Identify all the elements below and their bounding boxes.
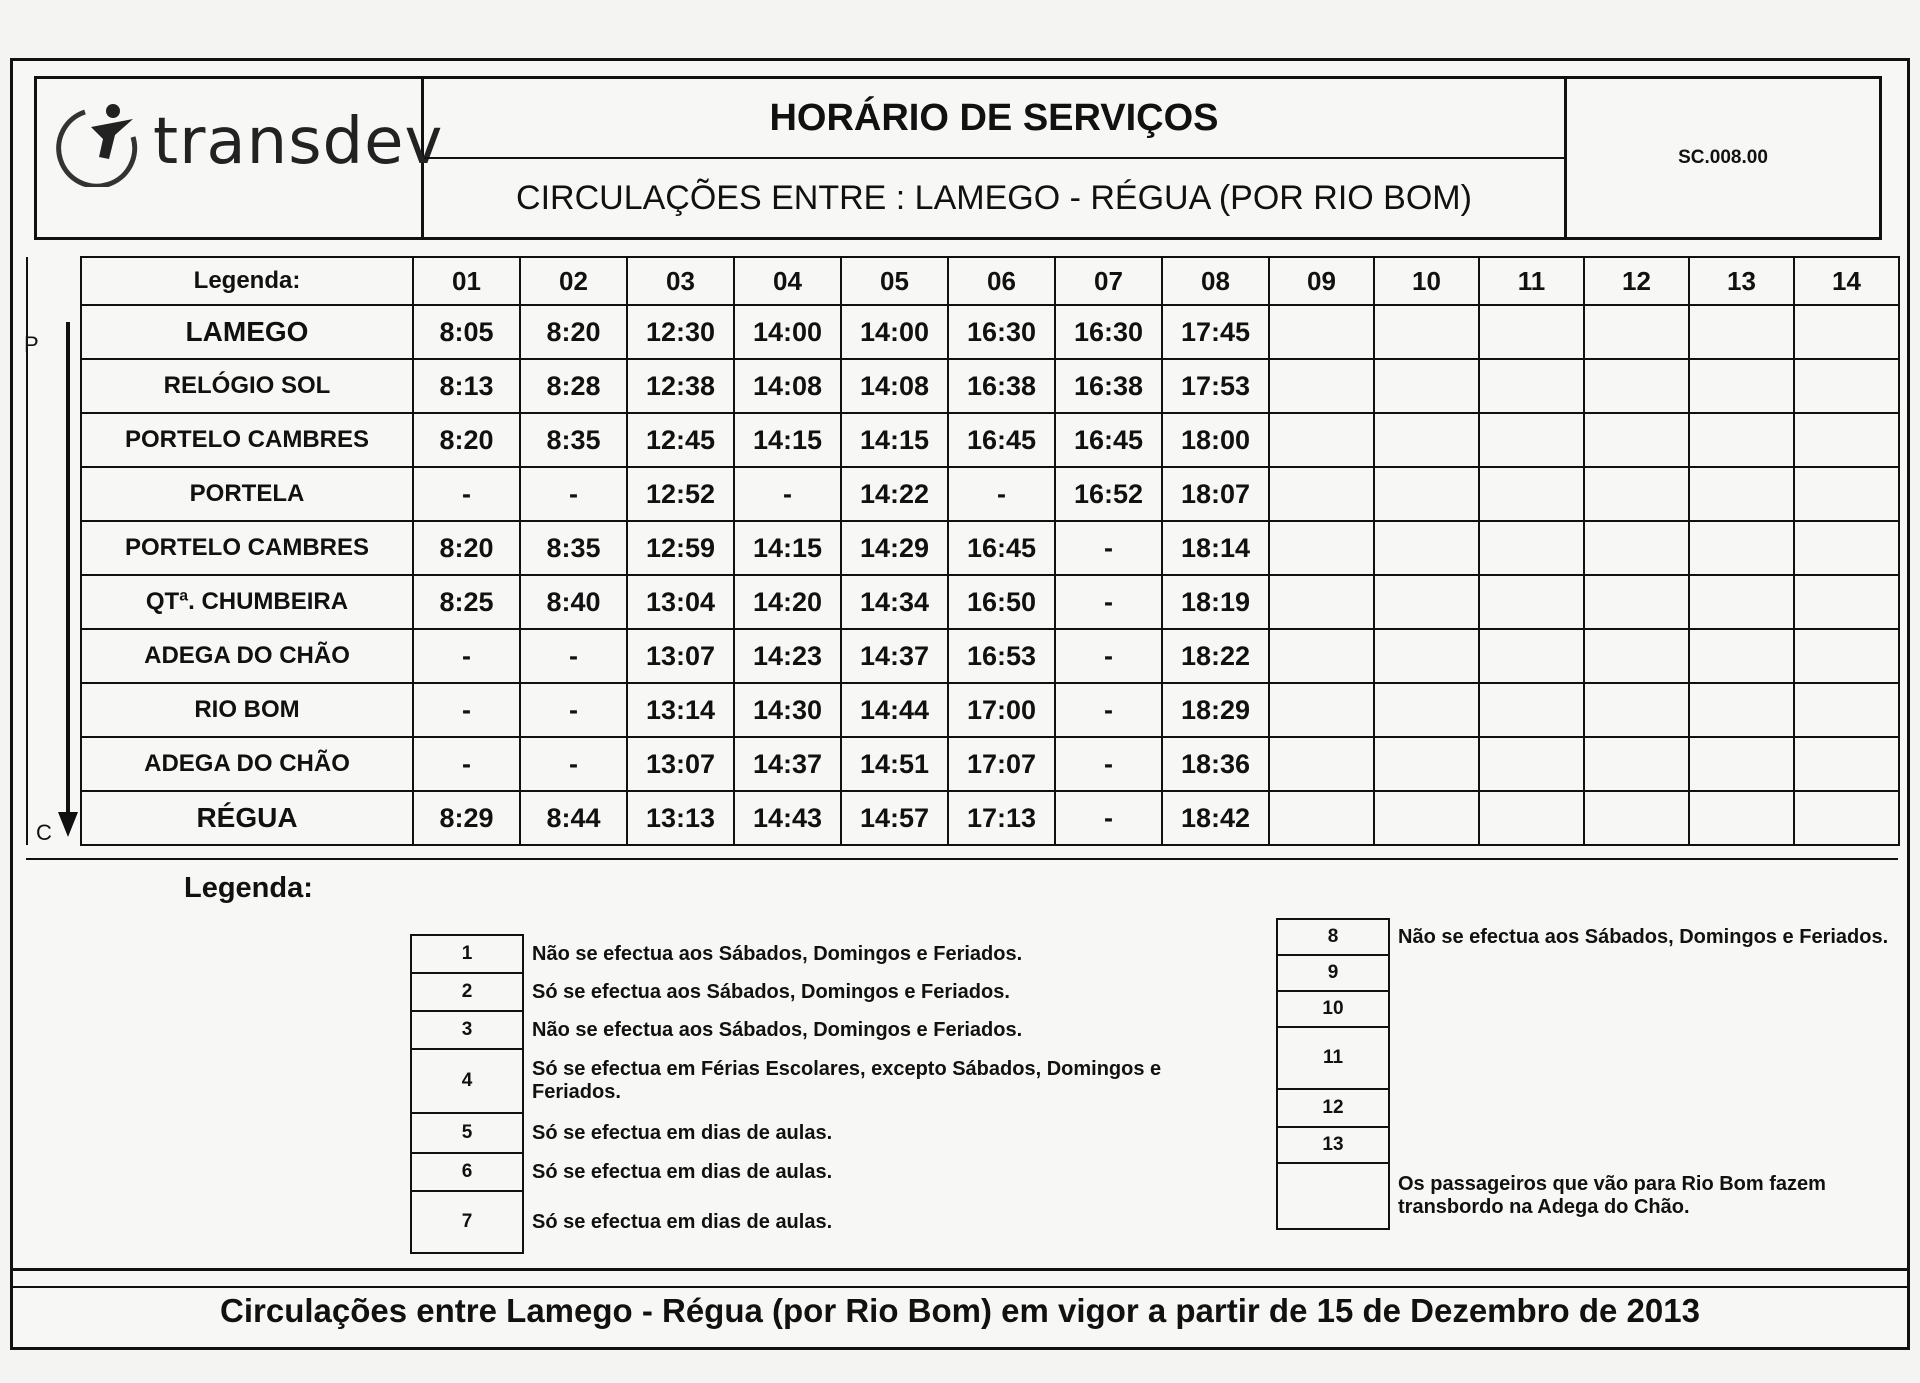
legend-row [1277, 1027, 1919, 1089]
time-cell [1374, 683, 1479, 737]
time-cell: 16:45 [948, 413, 1055, 467]
validity-footer: Circulações entre Lamego - Régua (por Rio Bom) em vigor a partir de 15 de Dezembro de 2013 [220, 1292, 1700, 1329]
time-cell: 14:37 [841, 629, 948, 683]
transdev-person-icon [55, 97, 145, 187]
time-cell: 8:20 [413, 521, 520, 575]
time-cell: 16:53 [948, 629, 1055, 683]
time-cell: 17:13 [948, 791, 1055, 845]
time-cell [1479, 737, 1584, 791]
time-cell: 16:52 [1055, 467, 1162, 521]
time-cell [1374, 737, 1479, 791]
time-cell [1374, 575, 1479, 629]
column-header: 01 [413, 257, 520, 305]
legend-number: 9 [1277, 955, 1389, 991]
time-cell [1479, 629, 1584, 683]
time-cell [1689, 305, 1794, 359]
time-cell [1479, 683, 1584, 737]
logo-text: transdev [153, 105, 444, 179]
time-cell: 16:30 [1055, 305, 1162, 359]
time-cell: - [520, 683, 627, 737]
time-cell: 14:15 [841, 413, 948, 467]
time-cell: 14:23 [734, 629, 841, 683]
time-cell: 17:07 [948, 737, 1055, 791]
table-row [27, 467, 1899, 521]
legend-text: Não se efectua aos Sábados, Domingos e Feriados. [532, 1018, 1023, 1041]
direction-column [27, 257, 81, 305]
page-title: HORÁRIO DE SERVIÇOS [424, 79, 1564, 159]
time-cell [1689, 413, 1794, 467]
legend-number [1277, 1163, 1389, 1229]
legend-text: Só se efectua em dias de aulas. [532, 1121, 833, 1144]
legend-right-body [1277, 919, 1919, 1229]
time-cell [1479, 305, 1584, 359]
direction-cell [27, 521, 81, 575]
time-cell [1374, 629, 1479, 683]
time-cell: 13:07 [627, 737, 734, 791]
legend-row [411, 1153, 1233, 1191]
legend-row [1277, 1089, 1919, 1127]
legend-text: Só se efectua em dias de aulas. [532, 1210, 833, 1233]
legend-text: Só se efectua aos Sábados, Domingos e Feriados. [532, 980, 1010, 1003]
column-header: 13 [1689, 257, 1794, 305]
legend-row [411, 1113, 1233, 1153]
time-cell: 14:43 [734, 791, 841, 845]
time-cell [1689, 521, 1794, 575]
time-cell [1374, 791, 1479, 845]
time-cell [1269, 629, 1374, 683]
direction-cell [27, 737, 81, 791]
legend-right-table [1276, 918, 1920, 1230]
time-cell [1794, 737, 1899, 791]
time-cell [1374, 467, 1479, 521]
time-cell: 12:59 [627, 521, 734, 575]
time-cell: - [1055, 737, 1162, 791]
column-header: 12 [1584, 257, 1689, 305]
time-cell: 14:08 [841, 359, 948, 413]
time-cell: 14:15 [734, 413, 841, 467]
legend-row [411, 973, 1233, 1011]
time-cell: - [413, 467, 520, 521]
legend-text [1389, 1127, 1919, 1163]
transdev-logo [55, 97, 443, 187]
direction-end-label: C [36, 820, 52, 845]
time-cell [1584, 413, 1689, 467]
legend-number: 7 [411, 1191, 523, 1253]
footer-rule [10, 1268, 1910, 1271]
table-row [27, 737, 1899, 791]
time-cell [1794, 629, 1899, 683]
stop-name: PORTELA [81, 467, 413, 521]
time-cell: 14:20 [734, 575, 841, 629]
direction-start-label: P [24, 332, 39, 357]
legend-title: Legenda: [184, 872, 313, 904]
legend-number: 3 [411, 1011, 523, 1049]
time-cell: 18:22 [1162, 629, 1269, 683]
legend-header-cell: Legenda: [81, 257, 413, 305]
legend-text [1389, 955, 1919, 991]
legend-number: 6 [411, 1153, 523, 1191]
legend-number: 4 [411, 1049, 523, 1113]
time-cell: 18:19 [1162, 575, 1269, 629]
time-cell: 14:51 [841, 737, 948, 791]
time-cell: 8:29 [413, 791, 520, 845]
time-cell: - [1055, 521, 1162, 575]
time-cell: 8:44 [520, 791, 627, 845]
time-cell [1479, 359, 1584, 413]
stop-name: QTª. CHUMBEIRA [81, 575, 413, 629]
time-cell: 13:13 [627, 791, 734, 845]
column-header: 02 [520, 257, 627, 305]
stop-name: RÉGUA [81, 791, 413, 845]
time-cell [1794, 413, 1899, 467]
time-cell: 14:29 [841, 521, 948, 575]
time-cell [1794, 521, 1899, 575]
table-row [27, 629, 1899, 683]
time-cell: 14:44 [841, 683, 948, 737]
time-cell: 8:20 [520, 305, 627, 359]
time-cell [1584, 359, 1689, 413]
time-cell: - [1055, 683, 1162, 737]
time-cell: 14:00 [734, 305, 841, 359]
time-cell: 16:38 [1055, 359, 1162, 413]
time-cell [1269, 575, 1374, 629]
table-row [27, 305, 1899, 359]
table-row [27, 413, 1899, 467]
time-cell [1479, 413, 1584, 467]
time-cell: 8:35 [520, 413, 627, 467]
title-cell [424, 79, 1567, 237]
time-cell: - [734, 467, 841, 521]
stop-name: ADEGA DO CHÃO [81, 737, 413, 791]
time-cell [1479, 791, 1584, 845]
legend-row [411, 1011, 1233, 1049]
time-cell [1269, 305, 1374, 359]
table-row [27, 521, 1899, 575]
time-cell [1269, 413, 1374, 467]
time-cell: 14:08 [734, 359, 841, 413]
legend-text: Não se efectua aos Sábados, Domingos e Feriados. [532, 942, 1023, 965]
time-cell [1584, 521, 1689, 575]
legend-row [411, 935, 1233, 973]
column-header: 04 [734, 257, 841, 305]
legend-left-body [411, 935, 1233, 1253]
time-cell: 8:13 [413, 359, 520, 413]
legend-text: Só se efectua em Férias Escolares, excepto Sábados, Domingos e Feriados. [532, 1058, 1162, 1103]
legend-text: Não se efectua aos Sábados, Domingos e Feriados. [1398, 925, 1889, 948]
time-cell [1479, 521, 1584, 575]
time-cell: - [1055, 791, 1162, 845]
legend-row [1277, 991, 1919, 1027]
time-cell [1584, 791, 1689, 845]
time-cell: 8:28 [520, 359, 627, 413]
column-header: 03 [627, 257, 734, 305]
time-cell [1584, 737, 1689, 791]
time-cell: 8:35 [520, 521, 627, 575]
time-cell: 16:50 [948, 575, 1055, 629]
stop-name: RIO BOM [81, 683, 413, 737]
legend-row [1277, 919, 1919, 955]
legend-row [1277, 955, 1919, 991]
time-cell: 14:30 [734, 683, 841, 737]
time-cell [1374, 305, 1479, 359]
time-cell: 8:05 [413, 305, 520, 359]
time-cell: 13:14 [627, 683, 734, 737]
schedule-header-row [27, 257, 1899, 305]
time-cell [1794, 791, 1899, 845]
legend-row [1277, 1127, 1919, 1163]
stop-name: PORTELO CAMBRES [81, 413, 413, 467]
time-cell [1269, 359, 1374, 413]
stop-name: LAMEGO [81, 305, 413, 359]
time-cell [1479, 575, 1584, 629]
stop-name: RELÓGIO SOL [81, 359, 413, 413]
legend-row [411, 1191, 1233, 1253]
column-header: 09 [1269, 257, 1374, 305]
time-cell [1479, 467, 1584, 521]
time-cell [1374, 359, 1479, 413]
time-cell [1584, 683, 1689, 737]
time-cell: - [1055, 575, 1162, 629]
time-cell: 13:04 [627, 575, 734, 629]
time-cell: 14:34 [841, 575, 948, 629]
time-cell [1689, 683, 1794, 737]
time-cell: - [520, 467, 627, 521]
logo-cell [37, 79, 444, 237]
time-cell [1794, 683, 1899, 737]
time-cell: 18:14 [1162, 521, 1269, 575]
legend-number: 12 [1277, 1089, 1389, 1127]
direction-cell [27, 629, 81, 683]
table-row [27, 791, 1899, 845]
time-cell: - [520, 629, 627, 683]
time-cell: 12:30 [627, 305, 734, 359]
legend-number: 13 [1277, 1127, 1389, 1163]
legend-row [411, 1049, 1233, 1113]
legend-divider [26, 858, 1898, 860]
legend-number: 8 [1277, 919, 1389, 955]
time-cell [1584, 575, 1689, 629]
time-cell: - [413, 683, 520, 737]
time-cell: 18:29 [1162, 683, 1269, 737]
column-header: 10 [1374, 257, 1479, 305]
time-cell [1689, 467, 1794, 521]
time-cell: 12:38 [627, 359, 734, 413]
time-cell: 12:45 [627, 413, 734, 467]
column-header: 14 [1794, 257, 1899, 305]
legend-text [1389, 1027, 1919, 1089]
direction-cell [27, 413, 81, 467]
time-cell: 17:45 [1162, 305, 1269, 359]
legend-number: 5 [411, 1113, 523, 1153]
time-cell: 8:20 [413, 413, 520, 467]
time-cell: 17:53 [1162, 359, 1269, 413]
time-cell [1794, 359, 1899, 413]
column-header: 06 [948, 257, 1055, 305]
stop-name: ADEGA DO CHÃO [81, 629, 413, 683]
column-header: 07 [1055, 257, 1162, 305]
time-cell: 14:00 [841, 305, 948, 359]
time-cell [1269, 467, 1374, 521]
legend-text: Só se efectua em dias de aulas. [532, 1160, 833, 1183]
legend-number: 2 [411, 973, 523, 1011]
time-cell: 17:00 [948, 683, 1055, 737]
legend-number: 1 [411, 935, 523, 973]
time-cell: 14:57 [841, 791, 948, 845]
time-cell [1689, 575, 1794, 629]
time-cell [1584, 305, 1689, 359]
time-cell: 12:52 [627, 467, 734, 521]
time-cell [1689, 629, 1794, 683]
schedule-table [26, 256, 1900, 846]
time-cell [1794, 305, 1899, 359]
time-cell: 18:00 [1162, 413, 1269, 467]
direction-cell [27, 359, 81, 413]
time-cell: 16:45 [948, 521, 1055, 575]
time-cell: - [1055, 629, 1162, 683]
time-cell: - [520, 737, 627, 791]
time-cell: 16:30 [948, 305, 1055, 359]
time-cell [1269, 791, 1374, 845]
time-cell: - [948, 467, 1055, 521]
time-cell [1689, 359, 1794, 413]
table-row [27, 575, 1899, 629]
time-cell [1794, 467, 1899, 521]
time-cell: 13:07 [627, 629, 734, 683]
page-subtitle: CIRCULAÇÕES ENTRE : LAMEGO - RÉGUA (POR RIO BOM) [516, 178, 1472, 217]
time-cell: - [413, 737, 520, 791]
time-cell: 14:22 [841, 467, 948, 521]
time-cell: 14:37 [734, 737, 841, 791]
legend-number: 10 [1277, 991, 1389, 1027]
time-cell: 18:42 [1162, 791, 1269, 845]
column-header: 05 [841, 257, 948, 305]
time-cell [1269, 521, 1374, 575]
time-cell: 8:25 [413, 575, 520, 629]
column-header: 08 [1162, 257, 1269, 305]
column-header: 11 [1479, 257, 1584, 305]
table-row [27, 683, 1899, 737]
time-cell [1374, 521, 1479, 575]
time-cell: 16:45 [1055, 413, 1162, 467]
direction-cell [27, 305, 81, 359]
legend-left-table [410, 934, 1234, 1254]
time-cell [1689, 737, 1794, 791]
direction-cell [27, 683, 81, 737]
time-cell [1269, 737, 1374, 791]
legend-text: Os passageiros que vão para Rio Bom fazem transbordo na Adega do Chão. [1398, 1173, 1826, 1218]
time-cell [1689, 791, 1794, 845]
time-cell: 8:40 [520, 575, 627, 629]
header-box [34, 76, 1882, 240]
time-cell [1374, 413, 1479, 467]
table-row [27, 359, 1899, 413]
legend-number: 11 [1277, 1027, 1389, 1089]
document-code: SC.008.00 [1678, 147, 1768, 168]
time-cell [1269, 683, 1374, 737]
time-cell: 16:38 [948, 359, 1055, 413]
schedule-body [27, 305, 1899, 845]
footer-rule-inner [10, 1286, 1910, 1288]
time-cell: 18:07 [1162, 467, 1269, 521]
time-cell [1584, 629, 1689, 683]
stop-name: PORTELO CAMBRES [81, 521, 413, 575]
time-cell [1794, 575, 1899, 629]
legend-row [1277, 1163, 1919, 1229]
time-cell [1584, 467, 1689, 521]
direction-cell [27, 791, 81, 845]
direction-cell [27, 467, 81, 521]
legend-text [1389, 991, 1919, 1027]
time-cell: - [413, 629, 520, 683]
time-cell: 18:36 [1162, 737, 1269, 791]
legend-text [1389, 1089, 1919, 1127]
time-cell: 14:15 [734, 521, 841, 575]
direction-cell [27, 575, 81, 629]
